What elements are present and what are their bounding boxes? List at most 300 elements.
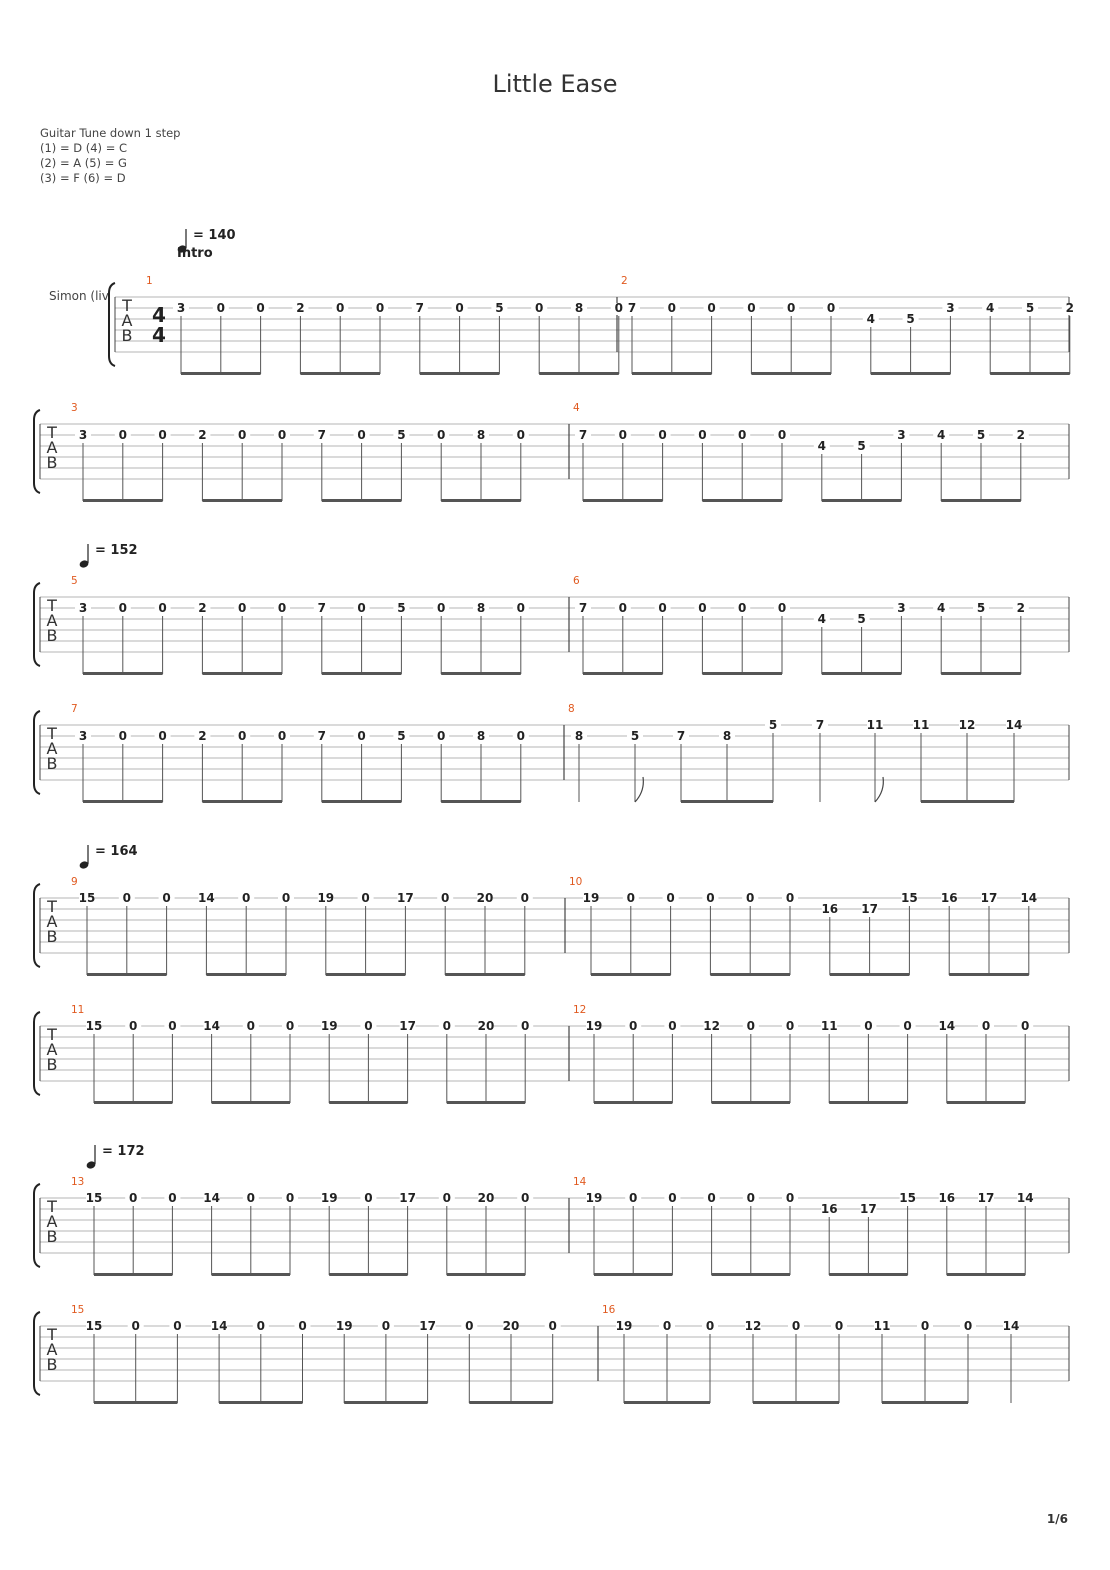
beam <box>624 1401 710 1404</box>
fret-number: 14 <box>1016 1191 1034 1205</box>
fret-number: 19 <box>317 891 335 905</box>
fret-number: 15 <box>899 1191 916 1205</box>
fret-number: 19 <box>582 891 600 905</box>
tab-clef-letter: T <box>122 296 132 315</box>
beam <box>322 499 402 502</box>
fret-number: 0 <box>963 1319 973 1333</box>
fret-number: 14 <box>203 1191 220 1205</box>
page-number: 1/6 <box>1046 1512 1068 1526</box>
system-brace <box>34 711 40 794</box>
beam <box>181 372 261 375</box>
beam <box>441 672 521 675</box>
fret-number: 0 <box>698 601 707 615</box>
fret-number: 0 <box>361 891 370 905</box>
fret-number: 16 <box>940 891 958 905</box>
fret-number: 0 <box>618 428 627 442</box>
fret-number: 3 <box>78 428 88 442</box>
fret-number: 0 <box>122 891 131 905</box>
beam <box>329 1101 407 1104</box>
fret-number: 0 <box>242 891 251 905</box>
fret-number: 0 <box>246 1191 255 1205</box>
fret-number: 0 <box>277 428 287 442</box>
fret-number: 0 <box>442 1019 451 1033</box>
fret-number: 16 <box>820 1202 838 1216</box>
song-title: Little Ease <box>492 70 618 98</box>
fret-number: 4 <box>986 301 995 315</box>
beam <box>882 1401 968 1404</box>
fret-number: 19 <box>320 1191 338 1205</box>
beam <box>632 372 712 375</box>
beam <box>326 973 406 976</box>
fret-number: 19 <box>585 1019 603 1033</box>
beam <box>94 1101 172 1104</box>
fret-number: 0 <box>437 729 446 743</box>
fret-number: 20 <box>477 1019 495 1033</box>
fret-number: 5 <box>630 729 640 743</box>
fret-number: 0 <box>246 1019 255 1033</box>
fret-number: 0 <box>746 891 755 905</box>
beam <box>219 1401 302 1404</box>
tuning-row: (2) = A (5) = G <box>40 156 127 170</box>
fret-number: 7 <box>317 601 326 615</box>
fret-number: 7 <box>317 729 326 743</box>
beam <box>445 973 525 976</box>
fret-number: 0 <box>1021 1019 1030 1033</box>
system-brace <box>34 1012 40 1095</box>
measure-number: 12 <box>573 1004 587 1016</box>
fret-number: 5 <box>768 718 778 732</box>
fret-number: 0 <box>437 601 446 615</box>
beam <box>941 672 1021 675</box>
beam <box>583 499 663 502</box>
fret-number: 0 <box>629 1191 638 1205</box>
beam <box>83 672 163 675</box>
fret-number: 0 <box>785 1019 795 1033</box>
tempo-value: = 140 <box>193 228 236 243</box>
tempo-value: = 152 <box>95 543 138 558</box>
fret-number: 0 <box>521 1191 530 1205</box>
fret-number: 0 <box>777 601 787 615</box>
fret-number: 3 <box>176 301 186 315</box>
fret-number: 0 <box>162 891 171 905</box>
fret-number: 0 <box>168 1019 177 1033</box>
beam <box>202 672 282 675</box>
fret-number: 15 <box>85 1191 103 1205</box>
beam <box>871 372 951 375</box>
beam <box>712 1101 790 1104</box>
beam <box>420 372 500 375</box>
fret-number: 17 <box>861 902 878 916</box>
fret-number: 0 <box>441 891 450 905</box>
measure-number: 15 <box>71 1304 85 1316</box>
measure-number: 4 <box>573 402 580 414</box>
fret-number: 0 <box>618 601 627 615</box>
fret-number: 17 <box>977 1191 995 1205</box>
tab-clef-letter: B <box>46 927 58 946</box>
beam <box>822 672 902 675</box>
tab-clef-letter: B <box>46 1355 58 1374</box>
fret-number: 5 <box>976 601 986 615</box>
fret-number: 0 <box>826 301 836 315</box>
beam <box>212 1273 290 1276</box>
fret-number: 0 <box>658 428 667 442</box>
measure-number: 9 <box>71 876 78 888</box>
fret-number: 0 <box>118 428 127 442</box>
fret-number: 0 <box>746 1191 755 1205</box>
fret-number: 0 <box>614 301 623 315</box>
fret-number: 0 <box>238 729 247 743</box>
tuning-row: (1) = D (4) = C <box>40 141 128 155</box>
time-signature-bottom: 4 <box>152 323 166 347</box>
fret-number: 0 <box>238 601 247 615</box>
fret-number: 4 <box>817 439 826 453</box>
fret-number: 7 <box>815 718 825 732</box>
beam <box>702 672 782 675</box>
fret-number: 0 <box>516 729 525 743</box>
beam <box>447 1273 525 1276</box>
fret-number: 0 <box>516 428 525 442</box>
fret-number: 8 <box>476 428 486 442</box>
tab-clef-letter: B <box>46 626 58 645</box>
fret-number: 11 <box>912 718 930 732</box>
fret-number: 5 <box>857 439 866 453</box>
fret-number: 5 <box>397 729 406 743</box>
fret-number: 15 <box>78 891 96 905</box>
tab-clef-letter: A <box>46 912 58 931</box>
fret-number: 19 <box>335 1319 353 1333</box>
fret-number: 0 <box>129 1191 138 1205</box>
fret-number: 5 <box>397 601 406 615</box>
beam <box>921 800 1014 803</box>
beam <box>947 1101 1025 1104</box>
fret-number: 17 <box>399 1019 416 1033</box>
fret-number: 12 <box>744 1319 762 1333</box>
fret-number: 20 <box>502 1319 520 1333</box>
fret-number: 0 <box>158 601 167 615</box>
fret-number: 8 <box>574 729 584 743</box>
fret-number: 0 <box>285 1191 295 1205</box>
fret-number: 2 <box>1016 601 1025 615</box>
tab-clef-letter: B <box>46 754 58 773</box>
fret-number: 11 <box>873 1319 891 1333</box>
fret-number: 5 <box>397 428 406 442</box>
tab-clef-letter: T <box>47 1325 57 1344</box>
fret-number: 0 <box>791 1319 801 1333</box>
fret-number: 0 <box>437 428 446 442</box>
fret-number: 7 <box>415 301 424 315</box>
beam <box>702 499 782 502</box>
fret-number: 0 <box>118 601 127 615</box>
fret-number: 4 <box>937 428 946 442</box>
beam <box>94 1401 177 1404</box>
fret-number: 3 <box>897 428 906 442</box>
fret-number: 17 <box>397 891 414 905</box>
beam <box>441 499 521 502</box>
fret-number: 0 <box>216 301 225 315</box>
fret-number: 14 <box>1020 891 1038 905</box>
beam <box>947 1273 1025 1276</box>
beam <box>830 973 910 976</box>
fret-number: 5 <box>495 301 504 315</box>
fret-number: 14 <box>1005 718 1023 732</box>
fret-number: 5 <box>906 312 915 326</box>
fret-number: 3 <box>78 729 88 743</box>
beam <box>322 800 402 803</box>
measure-number: 7 <box>71 703 78 715</box>
time-signature-top: 4 <box>152 303 166 327</box>
fret-number: 0 <box>747 301 756 315</box>
fret-number: 3 <box>78 601 88 615</box>
fret-number: 0 <box>626 891 635 905</box>
fret-number: 8 <box>722 729 732 743</box>
fret-number: 0 <box>658 601 667 615</box>
fret-number: 7 <box>627 301 637 315</box>
fret-number: 0 <box>777 428 787 442</box>
fret-number: 7 <box>676 729 686 743</box>
beam <box>591 973 671 976</box>
fret-number: 0 <box>465 1319 474 1333</box>
fret-number: 15 <box>85 1019 103 1033</box>
fret-number: 0 <box>281 891 291 905</box>
beam <box>469 1401 552 1404</box>
fret-number: 15 <box>85 1319 103 1333</box>
fret-number: 7 <box>578 428 588 442</box>
fret-number: 0 <box>667 301 676 315</box>
beam <box>594 1273 672 1276</box>
fret-number: 0 <box>131 1319 140 1333</box>
beam <box>751 372 831 375</box>
fret-number: 19 <box>585 1191 603 1205</box>
fret-number: 0 <box>629 1019 638 1033</box>
beam <box>300 372 380 375</box>
fret-number: 0 <box>357 601 366 615</box>
fret-number: 0 <box>158 428 167 442</box>
beam <box>710 973 790 976</box>
fret-number: 0 <box>981 1019 991 1033</box>
tab-clef-letter: T <box>47 1197 57 1216</box>
fret-number: 0 <box>336 301 345 315</box>
fret-number: 0 <box>256 1319 265 1333</box>
note-flag <box>635 777 643 802</box>
beam <box>990 372 1070 375</box>
fret-number: 14 <box>938 1019 956 1033</box>
fret-number: 0 <box>442 1191 451 1205</box>
beam <box>206 973 286 976</box>
fret-number: 0 <box>662 1319 672 1333</box>
beam <box>441 800 521 803</box>
beam <box>583 672 663 675</box>
note-flag <box>875 777 883 802</box>
fret-number: 0 <box>521 1019 530 1033</box>
system-brace <box>34 1184 40 1267</box>
fret-number: 5 <box>976 428 986 442</box>
fret-number: 16 <box>938 1191 956 1205</box>
fret-number: 0 <box>277 729 287 743</box>
fret-number: 0 <box>785 891 795 905</box>
fret-number: 19 <box>320 1019 338 1033</box>
fret-number: 4 <box>866 312 875 326</box>
beam <box>329 1273 407 1276</box>
fret-number: 0 <box>787 301 796 315</box>
tuning-heading: Guitar Tune down 1 step <box>40 126 181 140</box>
fret-number: 0 <box>707 301 716 315</box>
fret-number: 0 <box>516 601 525 615</box>
measure-number: 13 <box>71 1176 85 1188</box>
fret-number: 0 <box>535 301 544 315</box>
fret-number: 14 <box>198 891 215 905</box>
fret-number: 17 <box>399 1191 416 1205</box>
fret-number: 0 <box>118 729 127 743</box>
beam <box>681 800 773 803</box>
beam <box>344 1401 427 1404</box>
fret-number: 12 <box>703 1019 720 1033</box>
fret-number: 3 <box>946 301 955 315</box>
beam <box>94 1273 172 1276</box>
fret-number: 4 <box>937 601 946 615</box>
fret-number: 0 <box>455 301 464 315</box>
beam <box>87 973 167 976</box>
fret-number: 20 <box>477 1191 495 1205</box>
fret-number: 11 <box>866 718 884 732</box>
fret-number: 0 <box>668 1019 677 1033</box>
system-brace <box>109 283 115 366</box>
fret-number: 2 <box>296 301 305 315</box>
fret-number: 0 <box>129 1019 138 1033</box>
tab-clef-letter: T <box>47 1025 57 1044</box>
measure-number: 2 <box>621 275 628 287</box>
tab-clef-letter: T <box>47 423 57 442</box>
fret-number: 0 <box>903 1019 912 1033</box>
beam <box>829 1101 907 1104</box>
beam <box>594 1101 672 1104</box>
measure-number: 10 <box>569 876 583 888</box>
fret-number: 0 <box>277 601 287 615</box>
fret-number: 11 <box>820 1019 838 1033</box>
fret-number: 0 <box>548 1319 557 1333</box>
fret-number: 0 <box>364 1191 373 1205</box>
fret-number: 0 <box>738 428 747 442</box>
beam <box>712 1273 790 1276</box>
fret-number: 0 <box>834 1319 844 1333</box>
tab-clef-letter: B <box>46 453 58 472</box>
fret-number: 7 <box>317 428 326 442</box>
track-name: Simon (liv <box>49 289 109 303</box>
tab-clef-letter: T <box>47 897 57 916</box>
fret-number: 0 <box>864 1019 873 1033</box>
fret-number: 14 <box>203 1019 220 1033</box>
tuning-row: (3) = F (6) = D <box>40 171 126 185</box>
measure-number: 16 <box>602 1304 616 1316</box>
tab-clef-letter: B <box>46 1055 58 1074</box>
fret-number: 0 <box>298 1319 307 1333</box>
fret-number: 0 <box>364 1019 373 1033</box>
fret-number: 0 <box>173 1319 182 1333</box>
beam <box>949 973 1029 976</box>
beam <box>941 499 1021 502</box>
fret-number: 0 <box>285 1019 295 1033</box>
beam <box>212 1101 290 1104</box>
fret-number: 17 <box>860 1202 877 1216</box>
tab-clef-letter: A <box>46 611 58 630</box>
fret-number: 8 <box>476 729 486 743</box>
fret-number: 0 <box>256 301 265 315</box>
section-marker: Intro <box>177 246 213 261</box>
system-brace <box>34 583 40 666</box>
fret-number: 2 <box>198 601 207 615</box>
system-brace <box>34 884 40 967</box>
tab-clef-letter: A <box>46 1040 58 1059</box>
fret-number: 0 <box>238 428 247 442</box>
measure-number: 1 <box>146 275 153 287</box>
tab-clef-letter: A <box>46 1340 58 1359</box>
tab-clef-letter: A <box>121 311 133 330</box>
fret-number: 0 <box>738 601 747 615</box>
measure-number: 14 <box>573 1176 587 1188</box>
fret-number: 15 <box>901 891 918 905</box>
fret-number: 0 <box>666 891 675 905</box>
fret-number: 0 <box>698 428 707 442</box>
fret-number: 0 <box>668 1191 677 1205</box>
beam <box>83 499 163 502</box>
measure-number: 8 <box>568 703 575 715</box>
fret-number: 0 <box>357 729 366 743</box>
tempo-value: = 164 <box>95 844 138 859</box>
tempo-value: = 172 <box>102 1144 145 1159</box>
fret-number: 20 <box>476 891 494 905</box>
system-brace <box>34 1312 40 1395</box>
beam <box>322 672 402 675</box>
fret-number: 2 <box>1016 428 1025 442</box>
beam <box>202 499 282 502</box>
tab-clef-letter: B <box>121 326 133 345</box>
fret-number: 0 <box>746 1019 755 1033</box>
fret-number: 2 <box>1065 301 1074 315</box>
fret-number: 19 <box>615 1319 633 1333</box>
fret-number: 0 <box>520 891 529 905</box>
fret-number: 2 <box>198 428 207 442</box>
beam <box>539 372 619 375</box>
fret-number: 0 <box>168 1191 177 1205</box>
fret-number: 0 <box>381 1319 391 1333</box>
fret-number: 8 <box>574 301 584 315</box>
system-brace <box>34 410 40 493</box>
measure-number: 11 <box>71 1004 85 1016</box>
beam <box>829 1273 907 1276</box>
beam <box>447 1101 525 1104</box>
fret-number: 0 <box>158 729 167 743</box>
fret-number: 2 <box>198 729 207 743</box>
fret-number: 0 <box>705 1319 715 1333</box>
tab-clef-letter: B <box>46 1227 58 1246</box>
measure-number: 5 <box>71 575 78 587</box>
measure-number: 3 <box>71 402 78 414</box>
fret-number: 17 <box>419 1319 436 1333</box>
beam <box>83 800 163 803</box>
fret-number: 0 <box>357 428 366 442</box>
beam <box>822 499 902 502</box>
beam <box>753 1401 839 1404</box>
fret-number: 7 <box>578 601 588 615</box>
tab-clef-letter: A <box>46 438 58 457</box>
fret-number: 0 <box>706 891 715 905</box>
tab-clef-letter: A <box>46 1212 58 1231</box>
fret-number: 3 <box>897 601 906 615</box>
fret-number: 5 <box>1025 301 1035 315</box>
fret-number: 8 <box>476 601 486 615</box>
fret-number: 0 <box>785 1191 795 1205</box>
tab-clef-letter: T <box>47 596 57 615</box>
fret-number: 14 <box>1002 1319 1020 1333</box>
